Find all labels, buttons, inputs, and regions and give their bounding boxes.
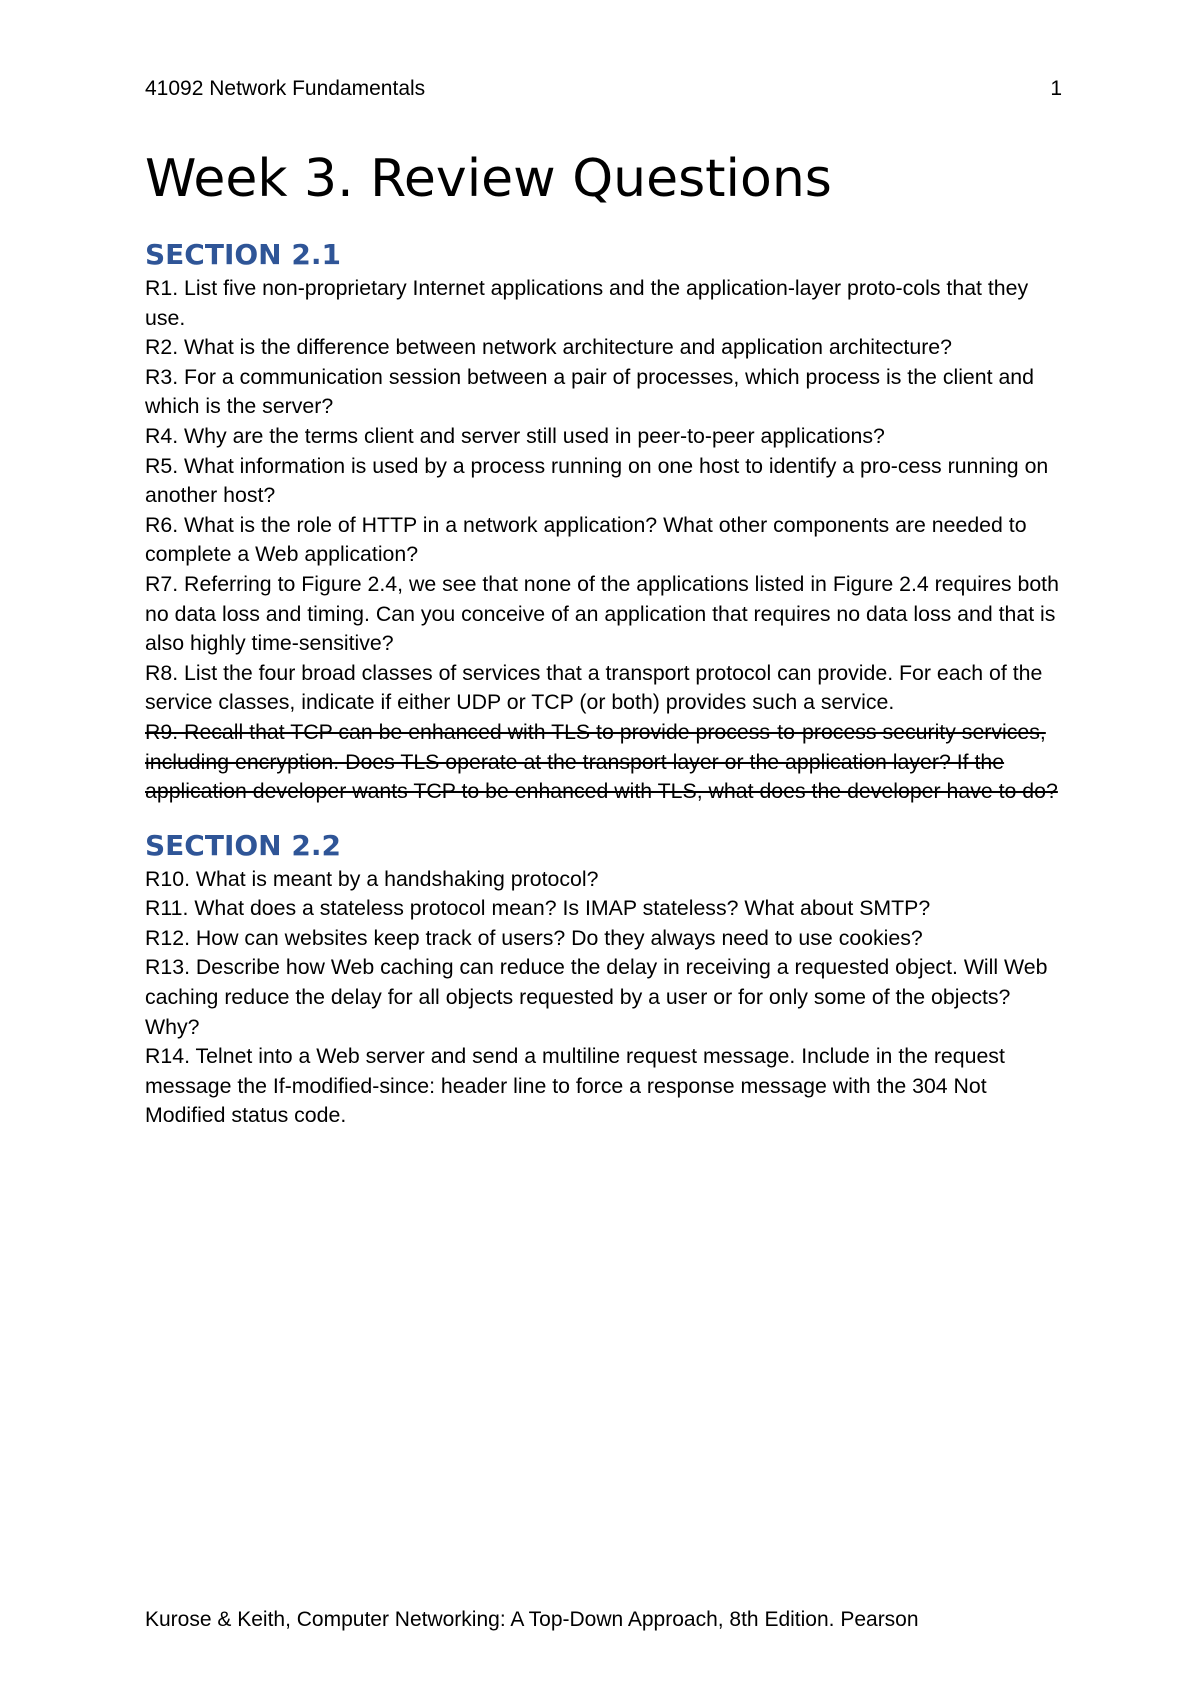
question-r1: R1. List five non-proprietary Internet applications and the application-layer proto-cols that they use. (145, 276, 1029, 330)
page-header (145, 74, 1062, 104)
question-r11: R11. What does a stateless protocol mean? Is IMAP stateless? What about SMTP? (145, 896, 931, 921)
question-r4: R4. Why are the terms client and server still used in peer-to-peer applications? (145, 423, 885, 448)
question-r3: R3. For a communication session between a pair of processes, which process is the client and which is the server? (145, 364, 1034, 419)
page-footer: Kurose & Keith, Computer Networking: A Top-Down Approach, 8th Edition. Pearson (145, 1608, 919, 1631)
question-r14: R14. Telnet into a Web server and send a multiline request message. Include in the request message the If-modified-since: header line to force a response message with the 304 Not Modified status code. (145, 1044, 1005, 1128)
course-title: 41092 Network Fundamentals (145, 77, 426, 100)
question-r5: R5. What information is used by a process running on one host to identify a pro-cess running on another host? (145, 453, 1049, 508)
question-r6: R6. What is the role of HTTP in a network application? What other components are needed to complete a Web application? (145, 512, 1027, 567)
question-r13: R13. Describe how Web caching can reduce the delay in receiving a requested object. Will Web caching reduce the delay for all objects requested by a user or for only some of the objects? Why? (145, 955, 1048, 1039)
question-r2: R2. What is the difference between network architecture and application architecture? (145, 335, 952, 360)
document-body (145, 236, 1070, 1131)
section-heading-2-2: SECTION 2.2 (145, 828, 341, 862)
page-title: Week 3. Review Questions (145, 149, 832, 209)
page-number: 1 (1050, 77, 1062, 100)
question-r8: R8. List the four broad classes of services that a transport protocol can provide. For each of the service classes, indicate if either UDP or TCP (or both) provides such a service. (145, 660, 1043, 715)
section-heading-2-1: SECTION 2.1 (145, 238, 341, 271)
question-r10: R10. What is meant by a handshaking protocol? (145, 866, 599, 891)
question-r12: R12. How can websites keep track of users? Do they always need to use cookies? (145, 925, 923, 950)
question-r9-struck: R9. Recall that TCP can be enhanced with TLS to provide process-to-process security services, including encryption. Does TLS operate at the transport layer or the application layer? If the application developer wants TCP to be enhanced with TLS, what does the developer have to do? (145, 719, 1058, 804)
question-r7: R7. Referring to Figure 2.4, we see that none of the applications listed in Figure 2.4 requires both no data loss and timing. Can you conceive of an application that requires no data loss and that is also highly time-sensitive? (145, 571, 1059, 656)
